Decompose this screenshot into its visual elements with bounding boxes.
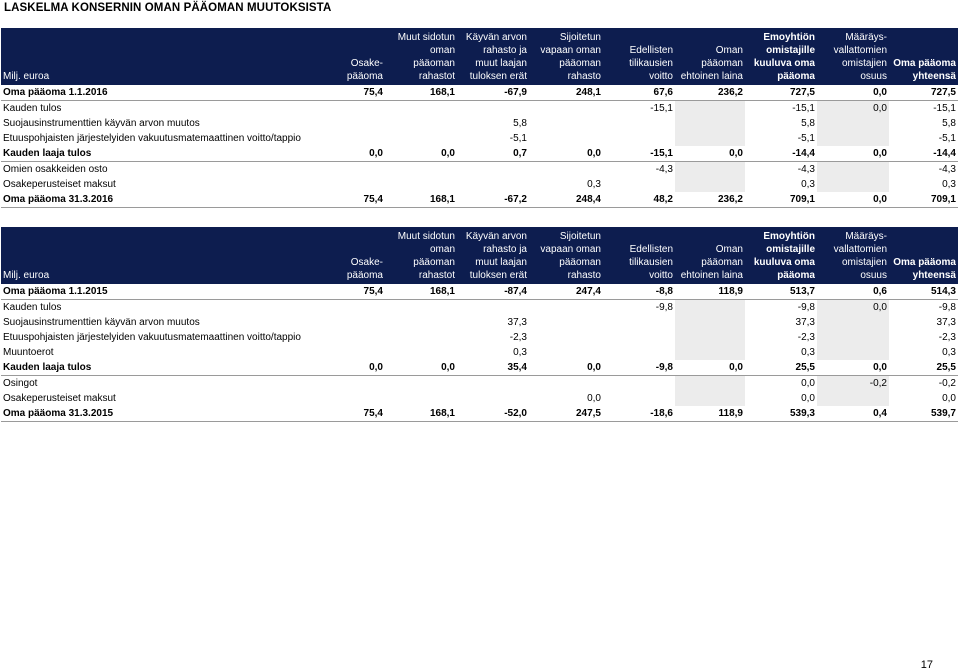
table-cell xyxy=(319,376,385,392)
table-cell: 0,0 xyxy=(817,85,889,101)
table-cell xyxy=(385,116,457,131)
row-label: Oma pääoma 31.3.2015 xyxy=(1,406,319,422)
table-cell xyxy=(319,131,385,146)
row-label: Suojausinstrumenttien käyvän arvon muutos xyxy=(3,316,200,328)
row-label: Oma pääoma 1.1.2016 xyxy=(1,85,319,101)
table-cell: 539,3 xyxy=(745,406,817,422)
table-cell xyxy=(457,177,529,192)
table-cell: 0,3 xyxy=(942,346,956,358)
column-header: Osake-pääoma xyxy=(319,28,385,85)
table-cell: -15,1 xyxy=(603,146,675,162)
table-cell: 247,4 xyxy=(529,284,603,300)
table-cell: -2,3 xyxy=(509,331,527,343)
table-cell xyxy=(457,162,529,178)
table-cell xyxy=(385,162,457,178)
page-number: 17 xyxy=(920,659,933,671)
table-cell: -15,1 xyxy=(792,102,815,114)
table-cell xyxy=(675,162,745,178)
header-row xyxy=(1,28,958,85)
table-cell xyxy=(319,300,385,316)
table-cell: -4,3 xyxy=(797,163,815,175)
table-cell xyxy=(675,391,745,406)
table-cell: 0,3 xyxy=(587,178,601,190)
table-cell xyxy=(603,330,675,345)
row-label: Kauden laaja tulos xyxy=(1,146,319,162)
table-cell: 0,0 xyxy=(319,360,385,376)
row-label: Muuntoerot xyxy=(3,346,54,358)
table-cell xyxy=(529,300,603,316)
table-cell xyxy=(817,131,889,146)
table-cell xyxy=(385,101,457,117)
table-cell xyxy=(675,300,745,316)
table-cell xyxy=(603,131,675,146)
row-label: Oma pääoma 31.3.2016 xyxy=(1,192,319,208)
table-cell: 0,0 xyxy=(817,300,889,316)
table-cell xyxy=(385,131,457,146)
table-cell: 0,0 xyxy=(817,360,889,376)
table-cell xyxy=(603,376,675,392)
table-cell xyxy=(529,101,603,117)
table-cell: 25,5 xyxy=(889,360,958,376)
table-cell: 236,2 xyxy=(675,192,745,208)
column-header: Oma pääoma yhteensä xyxy=(889,227,958,284)
table-cell: -9,8 xyxy=(603,360,675,376)
column-header: Määräys-vallattomien omistajien osuus xyxy=(817,227,889,284)
table-cell: 0,0 xyxy=(385,146,457,162)
column-header: Käyvän arvon rahasto ja muut laajan tuloksen erät xyxy=(457,28,529,85)
table-cell: 0,0 xyxy=(817,192,889,208)
table-cell: 248,1 xyxy=(529,85,603,101)
table-cell: 0,0 xyxy=(385,360,457,376)
table-cell: 0,6 xyxy=(817,284,889,300)
table-cell: 0,0 xyxy=(817,101,889,117)
table-cell xyxy=(675,376,745,392)
table-cell: 75,4 xyxy=(319,85,385,101)
table-cell: -18,6 xyxy=(603,406,675,422)
table-cell: -2,3 xyxy=(797,331,815,343)
column-header: Määräys-vallattomien omistajien osuus xyxy=(817,28,889,85)
table-cell: -14,4 xyxy=(889,146,958,162)
table-cell: -9,8 xyxy=(938,301,956,313)
table-cell: 248,4 xyxy=(529,192,603,208)
table-cell xyxy=(385,376,457,392)
table-cell: -0,2 xyxy=(938,377,956,389)
page-title: LASKELMA KONSERNIN OMAN PÄÄOMAN MUUTOKSISTA xyxy=(4,2,332,14)
table-cell xyxy=(603,177,675,192)
table-row xyxy=(1,101,958,117)
table-row xyxy=(1,131,958,146)
table-cell: 168,1 xyxy=(385,85,457,101)
table-cell: 168,1 xyxy=(385,192,457,208)
column-header: Emoyhtiön omistajille kuuluva oma pääoma xyxy=(745,28,817,85)
table-cell: 0,0 xyxy=(587,392,601,404)
table-cell: -8,8 xyxy=(603,284,675,300)
table-cell: 37,3 xyxy=(795,316,815,328)
table-cell xyxy=(319,330,385,345)
table-cell: -4,3 xyxy=(938,163,956,175)
table-cell xyxy=(529,330,603,345)
table-row xyxy=(1,85,958,101)
table-cell: 0,0 xyxy=(942,392,956,404)
table-cell xyxy=(817,162,889,178)
table-row xyxy=(1,330,958,345)
row-label: Osakeperusteiset maksut xyxy=(3,178,116,190)
table-cell xyxy=(817,391,889,406)
table-cell: -15,1 xyxy=(650,102,673,114)
table-cell: 0,0 xyxy=(801,392,815,404)
table-cell: 247,5 xyxy=(529,406,603,422)
table-cell: 0,3 xyxy=(942,178,956,190)
table-cell xyxy=(319,391,385,406)
table-cell xyxy=(529,116,603,131)
equity-changes-table-2016 xyxy=(1,28,958,208)
table-cell: 0,3 xyxy=(513,346,527,358)
row-label: Kauden tulos xyxy=(3,301,62,313)
table-cell: 35,4 xyxy=(457,360,529,376)
row-label: Omien osakkeiden osto xyxy=(3,163,108,175)
table-row xyxy=(1,406,958,422)
table-cell: 0,4 xyxy=(817,406,889,422)
table-cell: -9,8 xyxy=(797,301,815,313)
column-header: Edellisten tilikausien voitto xyxy=(603,28,675,85)
table-cell xyxy=(457,300,529,316)
table-cell: 0,0 xyxy=(529,360,603,376)
table-cell: 709,1 xyxy=(889,192,958,208)
table-cell xyxy=(319,345,385,360)
table-cell: 25,5 xyxy=(745,360,817,376)
table-cell xyxy=(457,376,529,392)
table-cell xyxy=(319,101,385,117)
table-cell xyxy=(385,391,457,406)
table-cell xyxy=(675,116,745,131)
table-cell xyxy=(603,345,675,360)
table-cell: -52,0 xyxy=(457,406,529,422)
column-header: Muut sidotun oman pääoman rahastot xyxy=(385,28,457,85)
table-cell: -5,1 xyxy=(938,132,956,144)
table-cell: -2,3 xyxy=(938,331,956,343)
table-cell: 48,2 xyxy=(603,192,675,208)
column-header: Milj. euroa xyxy=(1,28,319,85)
table-row xyxy=(1,360,958,376)
table-cell: -0,2 xyxy=(817,376,889,392)
table-cell xyxy=(675,330,745,345)
table-cell xyxy=(529,162,603,178)
table-cell xyxy=(529,345,603,360)
table-cell: -9,8 xyxy=(655,301,673,313)
equity-changes-table-2015 xyxy=(1,227,958,422)
table-cell: 236,2 xyxy=(675,85,745,101)
table-cell: 0,7 xyxy=(457,146,529,162)
table-cell: 5,8 xyxy=(801,117,815,129)
table-cell xyxy=(385,345,457,360)
table-row xyxy=(1,345,958,360)
row-label: Kauden laaja tulos xyxy=(1,360,319,376)
table-cell: -5,1 xyxy=(509,132,527,144)
row-label: Kauden tulos xyxy=(3,102,62,114)
table-cell: -5,1 xyxy=(797,132,815,144)
column-header: Oma pääoma yhteensä xyxy=(889,28,958,85)
column-header: Sijoitetun vapaan oman pääoman rahasto xyxy=(529,28,603,85)
table-cell: 727,5 xyxy=(745,85,817,101)
table-cell xyxy=(319,116,385,131)
row-label: Suojausinstrumenttien käyvän arvon muutos xyxy=(3,117,200,129)
column-header: Oman pääoman ehtoinen laina xyxy=(675,28,745,85)
table-cell xyxy=(385,330,457,345)
table-cell xyxy=(675,315,745,330)
table-cell: 37,3 xyxy=(936,316,956,328)
table-cell xyxy=(457,101,529,117)
table-cell: 0,3 xyxy=(801,346,815,358)
table-cell: -87,4 xyxy=(457,284,529,300)
table-cell: -67,9 xyxy=(457,85,529,101)
table-cell: 0,0 xyxy=(817,146,889,162)
column-header: Milj. euroa xyxy=(1,227,319,284)
table-cell xyxy=(817,315,889,330)
table-cell xyxy=(529,131,603,146)
table-row xyxy=(1,315,958,330)
table-cell: 75,4 xyxy=(319,406,385,422)
table-cell: 0,0 xyxy=(319,146,385,162)
table-cell: 0,0 xyxy=(675,146,745,162)
row-label: Etuuspohjaisten järjestelyiden vakuutusmatemaattinen voitto/tappio xyxy=(3,331,301,343)
table-cell: -15,1 xyxy=(933,102,956,114)
table-cell: 514,3 xyxy=(889,284,958,300)
table-row xyxy=(1,116,958,131)
table-cell: 0,0 xyxy=(675,360,745,376)
table-cell xyxy=(817,345,889,360)
row-label: Osakeperusteiset maksut xyxy=(3,392,116,404)
table-cell: 0,0 xyxy=(801,377,815,389)
table-row xyxy=(1,284,958,300)
table-cell: -14,4 xyxy=(745,146,817,162)
table-row xyxy=(1,391,958,406)
row-label: Etuuspohjaisten järjestelyiden vakuutusmatemaattinen voitto/tappio xyxy=(3,132,301,144)
table-cell: -4,3 xyxy=(655,163,673,175)
column-header: Käyvän arvon rahasto ja muut laajan tuloksen erät xyxy=(457,227,529,284)
table-row xyxy=(1,376,958,392)
table-cell xyxy=(675,177,745,192)
table-cell xyxy=(529,376,603,392)
table-cell: 118,9 xyxy=(675,406,745,422)
table-cell: 75,4 xyxy=(319,284,385,300)
table-cell: 168,1 xyxy=(385,406,457,422)
table-cell: 727,5 xyxy=(889,85,958,101)
table-cell: 709,1 xyxy=(745,192,817,208)
table-cell xyxy=(385,300,457,316)
table-cell xyxy=(385,177,457,192)
table-row xyxy=(1,146,958,162)
table-cell xyxy=(675,131,745,146)
table-row xyxy=(1,192,958,208)
table-cell xyxy=(603,116,675,131)
table-cell: -67,2 xyxy=(457,192,529,208)
table-cell: 0,0 xyxy=(529,146,603,162)
table-cell xyxy=(319,177,385,192)
table-cell xyxy=(457,391,529,406)
table-cell: 75,4 xyxy=(319,192,385,208)
table-cell xyxy=(675,101,745,117)
table-cell: 168,1 xyxy=(385,284,457,300)
column-header: Oman pääoman ehtoinen laina xyxy=(675,227,745,284)
column-header: Sijoitetun vapaan oman pääoman rahasto xyxy=(529,227,603,284)
column-header: Osake-pääoma xyxy=(319,227,385,284)
table-cell xyxy=(817,116,889,131)
table-cell: 5,8 xyxy=(942,117,956,129)
row-label: Oma pääoma 1.1.2015 xyxy=(1,284,319,300)
table-cell xyxy=(675,345,745,360)
column-header: Emoyhtiön omistajille kuuluva oma pääoma xyxy=(745,227,817,284)
table-cell: 67,6 xyxy=(603,85,675,101)
table-cell xyxy=(319,315,385,330)
header-row xyxy=(1,227,958,284)
table-row xyxy=(1,300,958,316)
column-header: Edellisten tilikausien voitto xyxy=(603,227,675,284)
table-cell xyxy=(817,330,889,345)
column-header: Muut sidotun oman pääoman rahastot xyxy=(385,227,457,284)
table-row xyxy=(1,162,958,178)
table-cell xyxy=(385,315,457,330)
table-row xyxy=(1,177,958,192)
table-cell: 37,3 xyxy=(507,316,527,328)
table-cell: 5,8 xyxy=(513,117,527,129)
table-cell: 118,9 xyxy=(675,284,745,300)
table-cell: 0,3 xyxy=(801,178,815,190)
table-cell xyxy=(603,315,675,330)
table-cell xyxy=(603,391,675,406)
table-cell: 513,7 xyxy=(745,284,817,300)
table-cell xyxy=(529,315,603,330)
table-cell: 539,7 xyxy=(889,406,958,422)
table-cell xyxy=(817,177,889,192)
row-label: Osingot xyxy=(3,377,38,389)
table-cell xyxy=(319,162,385,178)
